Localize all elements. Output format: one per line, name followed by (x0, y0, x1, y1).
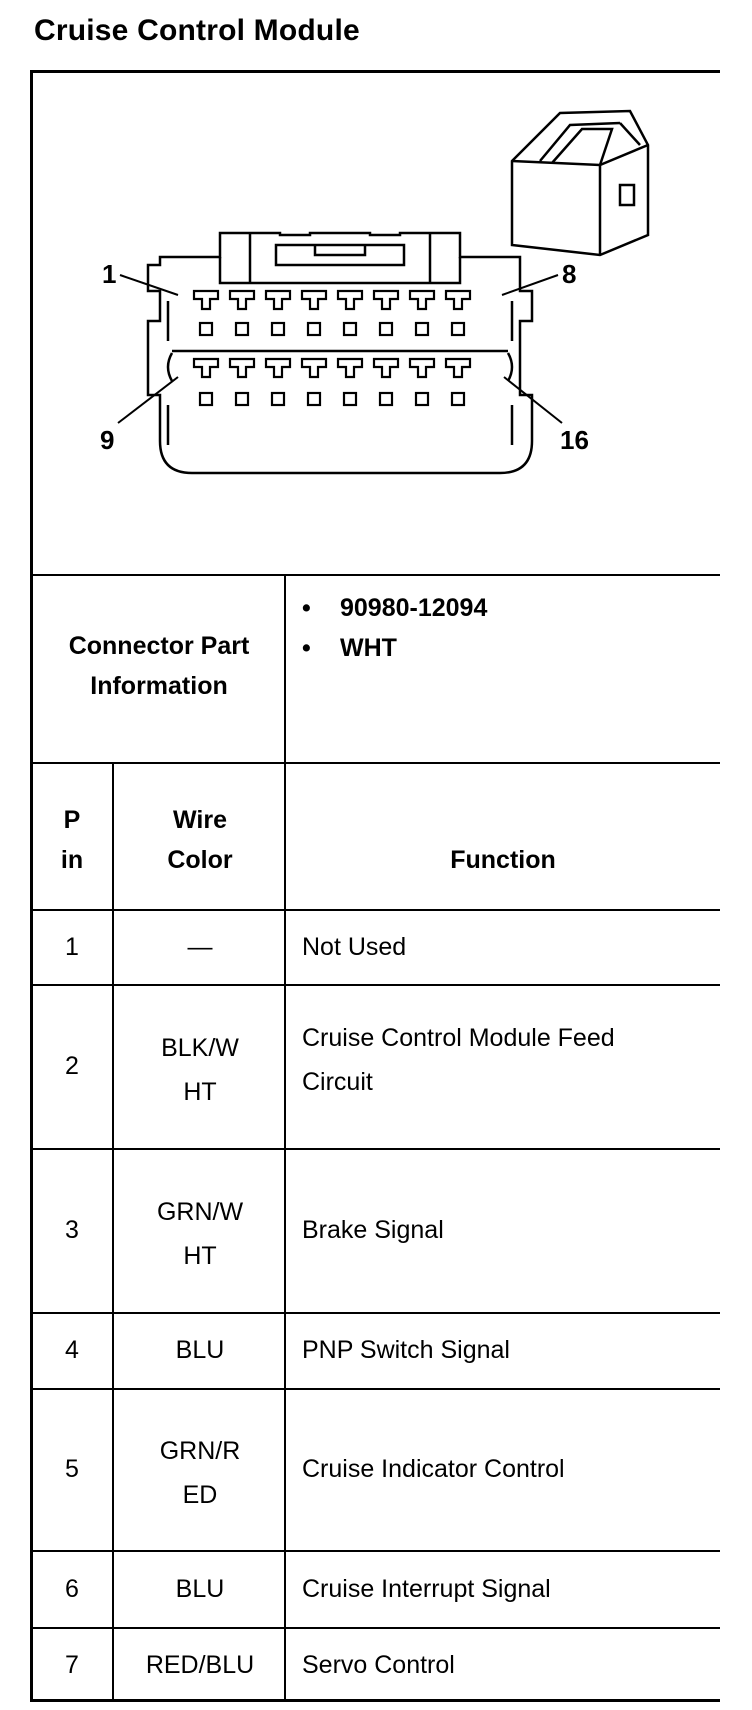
header-wire-line: Color (167, 846, 233, 874)
terminal (374, 291, 398, 309)
function-line: PNP Switch Signal (302, 1336, 510, 1364)
table-cell-wire-color (114, 1328, 286, 1372)
table-cell-wire-color (114, 1567, 286, 1611)
table-cell-function (302, 1016, 712, 1104)
pin-label-16: 16 (560, 425, 589, 455)
table-cell-wire-color (114, 1026, 286, 1114)
wire-color-line: BLU (175, 1336, 225, 1364)
divider (30, 1388, 720, 1390)
table-cell-pin: 2 (65, 1052, 79, 1080)
column-divider (284, 574, 286, 1702)
terminal-cavity (416, 393, 428, 405)
terminal-cavity (236, 323, 248, 335)
table-cell-function (302, 1328, 712, 1372)
function-line: Cruise Interrupt Signal (302, 1574, 551, 1603)
terminal (410, 291, 434, 309)
table-cell-pin: 5 (65, 1455, 79, 1483)
terminal-cavity (272, 393, 284, 405)
part-number: 90980-12094 (340, 594, 488, 622)
header-pin-line: in (60, 846, 84, 874)
bullet-icon: • (302, 594, 311, 622)
terminal (194, 291, 218, 309)
table-cell-pin: 3 (65, 1216, 79, 1244)
table-cell-pin: 7 (65, 1650, 79, 1679)
wire-color-line: RED/BLU (145, 1650, 255, 1679)
function-line: Servo Control (302, 1650, 455, 1679)
function-line: Cruise Indicator Control (302, 1455, 565, 1483)
connector-color: WHT (340, 634, 397, 662)
wire-color-line: HT (183, 1078, 217, 1106)
wire-color-line: GRN/W (156, 1198, 244, 1226)
connector-info-list (302, 588, 487, 668)
terminal (194, 359, 218, 377)
wire-color-line: — (187, 932, 213, 961)
divider (30, 762, 720, 764)
terminal (338, 359, 362, 377)
terminal-cavity (308, 323, 320, 335)
table-cell-pin: 4 (65, 1336, 79, 1364)
terminal-cavity (416, 323, 428, 335)
function-line: Cruise Control Module Feed (302, 1024, 615, 1052)
table-cell-wire-color (114, 1429, 286, 1517)
function-line: Brake Signal (302, 1216, 444, 1244)
table-cell-function (302, 1643, 712, 1687)
terminal (302, 291, 326, 309)
terminal-cavity (200, 323, 212, 335)
terminal (230, 359, 254, 377)
pin-label-1: 1 (102, 259, 117, 289)
list-item (302, 588, 487, 628)
terminal (230, 291, 254, 309)
connector-info-label (34, 626, 284, 706)
pin-label-9: 9 (100, 425, 115, 455)
table-cell-wire-color (114, 925, 286, 969)
pin-label-8: 8 (562, 259, 577, 289)
connector-3d-icon (512, 111, 648, 255)
function-line: Not Used (302, 932, 407, 961)
divider (30, 1312, 720, 1314)
wire-color-line: GRN/R (159, 1437, 241, 1465)
divider (30, 909, 720, 911)
divider (30, 1148, 720, 1150)
terminal (338, 291, 362, 309)
function-line: Circuit (302, 1068, 373, 1096)
table-cell-function (302, 925, 712, 969)
bullet-icon: • (302, 634, 311, 662)
page-title: Cruise Control Module (34, 14, 360, 47)
terminal-cavity (200, 393, 212, 405)
header-pin (30, 800, 114, 880)
terminal-cavity (344, 393, 356, 405)
divider (30, 984, 720, 986)
table-cell-function (302, 1567, 712, 1611)
terminal (302, 359, 326, 377)
wire-color-line: ED (182, 1481, 218, 1509)
wire-color-line: BLK/W (161, 1034, 239, 1062)
header-wire-line: Wire (173, 806, 227, 834)
terminal-cavity (380, 323, 392, 335)
table-cell-function (302, 1447, 712, 1491)
terminal-cavity (452, 393, 464, 405)
terminal (374, 359, 398, 377)
wire-color-line: HT (183, 1242, 217, 1270)
terminal (410, 359, 434, 377)
divider (30, 1550, 720, 1552)
table-cell-wire-color (114, 1643, 286, 1687)
header-function: Function (450, 846, 556, 874)
terminal (266, 359, 290, 377)
table-cell-function (302, 1208, 712, 1252)
connector-info-label-line: Connector Part (68, 632, 250, 660)
header-pin-line: P (63, 806, 81, 834)
wire-color-line: BLU (175, 1574, 225, 1603)
terminal (266, 291, 290, 309)
terminal-cavity (380, 393, 392, 405)
terminal-cavity (272, 323, 284, 335)
connector-diagram (100, 105, 660, 505)
terminal-cavity (236, 393, 248, 405)
terminal (446, 359, 470, 377)
terminal-cavity (452, 323, 464, 335)
header-wire-color (114, 800, 286, 880)
terminal (446, 291, 470, 309)
table-cell-pin: 6 (65, 1574, 79, 1603)
list-item (302, 628, 487, 668)
terminal-cavity (344, 323, 356, 335)
terminal-cavity (308, 393, 320, 405)
table-cell-pin: 1 (65, 932, 79, 961)
table-cell-wire-color (114, 1190, 286, 1278)
connector-info-label-line: Information (90, 672, 228, 700)
divider (30, 574, 720, 576)
divider (30, 1627, 720, 1629)
